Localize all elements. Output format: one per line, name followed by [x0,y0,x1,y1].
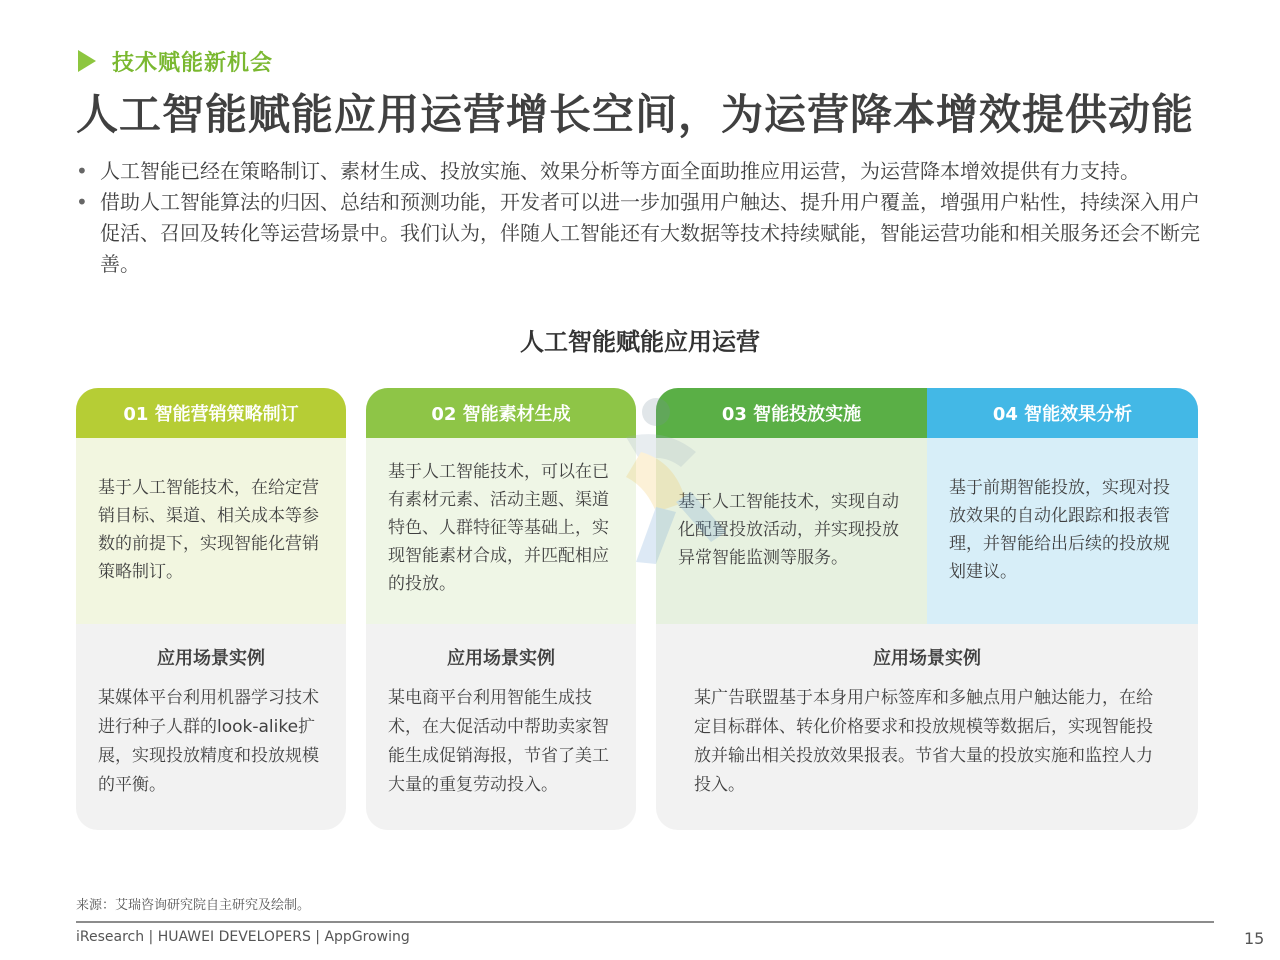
page-number: 15 [1244,929,1265,948]
card-description: 基于人工智能技术，在给定营销目标、渠道、相关成本等参数的前提下，实现智能化营销策略制订。 [76,438,346,624]
section-label [78,46,273,76]
triangle-bullet-icon [78,50,96,72]
footer-divider [76,921,1214,923]
card-strategy [76,388,346,830]
example-title: 应用场景实例 [447,648,555,669]
source-note: 来源：艾瑞咨询研究院自主研究及绘制。 [76,898,311,913]
example-text: 某广告联盟基于本身用户标签库和多触点用户触达能力，在给定目标群体、转化价格要求和投放规模等数据后，实现智能投放并输出相关投放效果报表。节省大量的投放实施和监控人力投入。 [694,688,1153,795]
card-analysis [927,388,1198,624]
page-title: 人工智能赋能应用运营增长空间，为运营降本增效提供动能 [76,90,1195,139]
card-description: 基于前期智能投放，实现对投放效果的自动化跟踪和报表管理，并智能给出后续的投放规划建议。 [927,438,1198,624]
card-top-row [656,388,1198,624]
card-heading: 02 智能素材生成 [366,388,636,438]
section-label-text: 技术赋能新机会 [112,50,274,76]
bullet-item: • 借助人工智能算法的归因、总结和预测功能，开发者可以进一步加强用户触达、提升用户覆盖，增强用户粘性，持续深入用户促活、召回及转化等运营场景中。我们认为，伴随人工智能还有大数据等技术持续赋能，智能运营功能和相关服务还会不断完善。 [76,187,1216,280]
example-title: 应用场景实例 [873,648,981,669]
bullet-list [76,156,1216,280]
diagram-title: 人工智能赋能应用运营 [520,328,760,356]
card-heading: 01 智能营销策略制订 [76,388,346,438]
card-material [366,388,636,830]
card-description: 基于人工智能技术，实现自动化配置投放活动，并实现投放异常智能监测等服务。 [656,438,927,624]
bullet-item: • 人工智能已经在策略制订、素材生成、投放实施、效果分析等方面全面助推应用运营，为运营降本增效提供有力支持。 [76,156,1216,187]
card-delivery [656,388,927,624]
example-text: 某媒体平台利用机器学习技术进行种子人群的look-alike扩展，实现投放精度和投放规模的平衡。 [98,688,319,795]
example-text: 某电商平台利用智能生成技术，在大促活动中帮助卖家智能生成促销海报，节省了美工大量的重复劳动投入。 [388,688,609,795]
footer-brands: iResearch | HUAWEI DEVELOPERS | AppGrowing [76,929,410,945]
card-description: 基于人工智能技术，可以在已有素材元素、活动主题、渠道特色、人群特征等基础上，实现智能素材合成，并匹配相应的投放。 [366,438,636,624]
card-heading: 04 智能效果分析 [927,388,1198,438]
card-heading: 03 智能投放实施 [656,388,927,438]
card-delivery-analysis [656,388,1198,830]
example-title: 应用场景实例 [157,648,265,669]
